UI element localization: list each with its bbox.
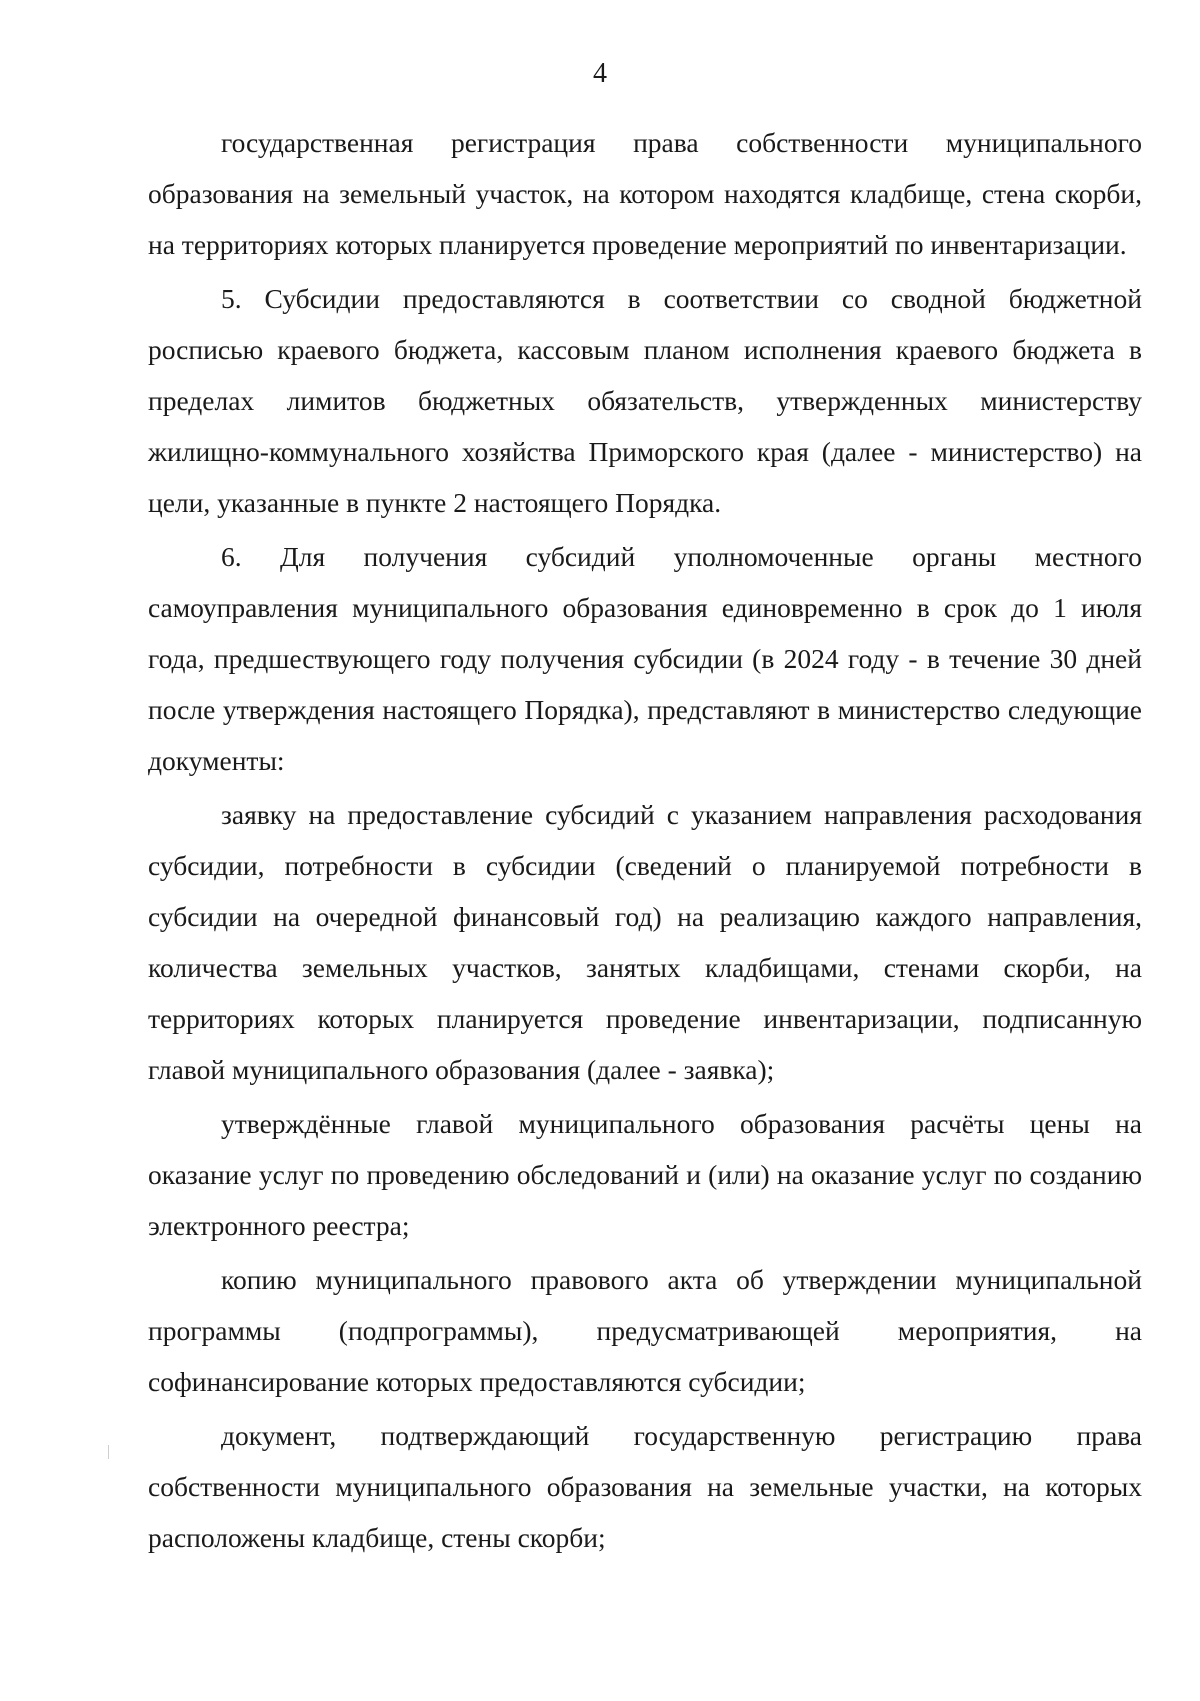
paragraph-price-calculations: утверждённые главой муниципального образования расчёты цены на оказание услуг по проведению обследований и (или) на оказание услуг по созданию электронного реестра;: [148, 1108, 1142, 1241]
document-body: [148, 117, 1142, 1566]
scan-margin-mark: [108, 1445, 109, 1459]
paragraph-application: заявку на предоставление субсидий с указанием направления расходования субсидии, потребности в субсидии (сведений о планируемой потребности в субсидии на очередной финансовый год) на реализацию каждого направления, количества земельных участков, занятых кладбищами, стенами скорби, на территориях которых планируется проведение инвентаризации, подписанную главой муниципального образования (далее - заявка);: [148, 799, 1142, 1085]
paragraph-legal-act-copy: копию муниципального правового акта об утверждении муниципальной программы (подпрограммы), предусматривающей мероприятия, на софинансирование которых предоставляются субсидии;: [148, 1264, 1142, 1397]
paragraph-6-documents: 6. Для получения субсидий уполномоченные органы местного самоуправления муниципального образования единовременно в срок до 1 июля года, предшествующего году получения субсидии (в 2024 году - в течение 30 дней после утверждения настоящего Порядка), представляют в министерство следующие документы:: [148, 541, 1142, 776]
paragraph-5-subsidies: 5. Субсидии предоставляются в соответствии со сводной бюджетной росписью краевого бюджета, кассовым планом исполнения краевого бюджета в пределах лимитов бюджетных обязательств, утвержденных министерству жилищно-коммунального хозяйства Приморского края (далее - министерство) на цели, указанные в пункте 2 настоящего Порядка.: [148, 283, 1142, 518]
paragraph-registration: государственная регистрация права собственности муниципального образования на земельный участок, на котором находятся кладбище, стена скорби, на территориях которых планируется проведение мероприятий по инвентаризации.: [148, 127, 1142, 260]
page-number: 4: [593, 58, 607, 89]
paragraph-ownership-document: документ, подтверждающий государственную регистрацию права собственности муниципального образования на земельные участки, на которых расположены кладбище, стены скорби;: [148, 1420, 1142, 1553]
